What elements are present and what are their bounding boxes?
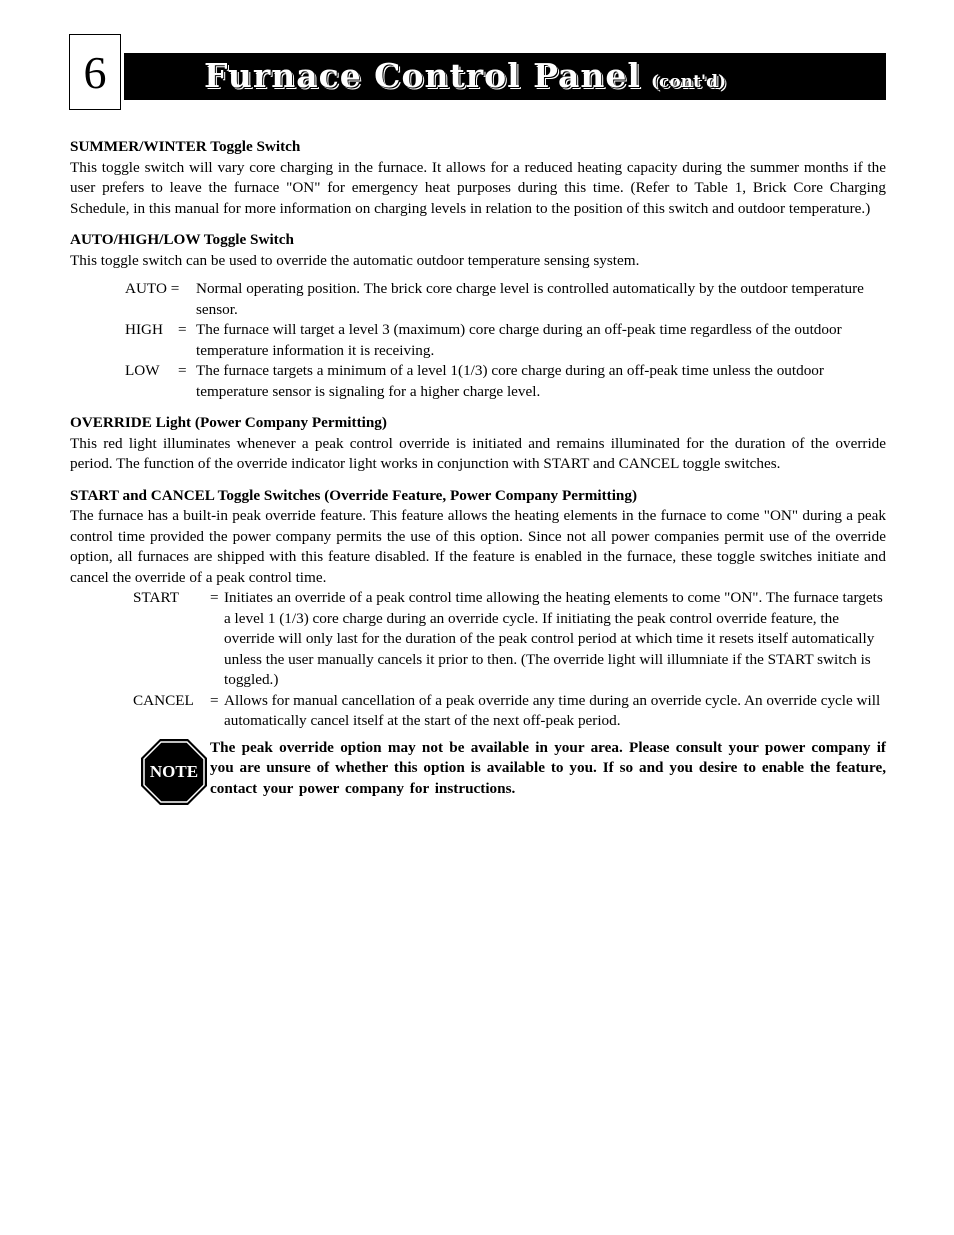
definition-list <box>70 588 886 732</box>
definition-text: Allows for manual cancellation of a peak override any time during an override cycle. An override cycle will automatically cancel itself at the start of the next off-peak period. <box>224 691 881 729</box>
page-number: 6 <box>69 34 121 110</box>
definition-list <box>70 279 886 402</box>
definition-equals: = <box>178 321 187 338</box>
section-heading: AUTO/HIGH/LOW Toggle Switch <box>70 231 294 248</box>
definition-term: LOW <box>125 362 160 379</box>
stop-sign-icon <box>140 738 208 806</box>
definition-equals: = <box>178 362 187 379</box>
document-body <box>70 137 886 806</box>
section-heading: SUMMER/WINTER Toggle Switch <box>70 138 301 155</box>
definition-cancel <box>133 691 886 732</box>
definition-term: START <box>133 589 179 606</box>
definition-equals: = <box>210 589 219 606</box>
section-body: This toggle switch can be used to override the automatic outdoor temperature sensing system. <box>70 251 640 269</box>
note-text: The peak override option may not be available in your area. Please consult your power company if you are unsure of whether this option is available to you. If so and you desire to enable the feature, contact your power company for instructions. <box>210 738 886 797</box>
section-override-light <box>70 413 886 475</box>
section-heading: START and CANCEL Toggle Switches (Override Feature, Power Company Permitting) <box>70 486 638 504</box>
note-icon-label: NOTE <box>149 761 199 781</box>
definition-term: AUTO = <box>125 280 180 297</box>
definition-term: CANCEL <box>133 691 194 709</box>
section-body: This red light illuminates whenever a peak control override is initiated and remains illuminated for the duration of the override period. The function of the override indicator light works in conjunction with START and CANCEL toggle switches. <box>70 434 886 472</box>
page-title <box>204 56 726 102</box>
definition-text: Initiates an override of a peak control time allowing the heating elements to come "ON". The furnace targets a level 1 (1/3) core charge during an override cycle. If initiating the peak control override feature, the override will only last for the duration of the peak control period at which time it resets itself automatically unless the user manually cancels it prior to then. (The override light will illumniate if the START switch is toggled.) <box>224 589 883 688</box>
definition-text: The furnace will target a level 3 (maximum) core charge during an off-peak time regardless of the outdoor temperature information it is receiving. <box>196 321 842 359</box>
definition-low <box>125 361 886 402</box>
definition-high <box>125 320 886 361</box>
section-auto-high-low <box>70 230 886 402</box>
definition-auto <box>125 279 886 320</box>
section-body: This toggle switch will vary core charging in the furnace. It allows for a reduced heating capacity during the summer months if the user prefers to leave the furnace "ON" for emergency heat purposes during this time. (Refer to Table 1, Brick Core Charging Schedule, in this manual for more information on charging levels in relation to the position of this switch and outdoor temperature.) <box>70 158 886 217</box>
note-callout <box>140 738 886 806</box>
section-body: The furnace has a built-in peak override feature. This feature allows the heating elements in the furnace to come "ON" during a peak control time provided the power company permits the use of this option. Since not all power companies permit use of the override option, all furnaces are shipped with this feature disabled. If the feature is enabled in the furnace, these toggle switches initiate and cancel the override of a peak control time. <box>70 507 886 586</box>
definition-text: The furnace targets a minimum of a level 1(1/3) core charge during an off-peak time unless the outdoor temperature sensor is signaling for a higher charge level. <box>196 362 824 400</box>
section-start-cancel <box>70 486 886 732</box>
section-heading: OVERRIDE Light (Power Company Permitting) <box>70 414 387 431</box>
page-title-main: Furnace Control Panel <box>204 56 641 95</box>
definition-text: Normal operating position. The brick core charge level is controlled automatically by the outdoor temperature sensor. <box>196 280 864 318</box>
page-title-suffix: (cont'd) <box>650 72 727 92</box>
definition-equals: = <box>210 691 219 709</box>
section-summer-winter <box>70 137 886 219</box>
definition-term: HIGH <box>125 321 163 338</box>
title-banner <box>124 53 886 100</box>
definition-start <box>133 588 886 691</box>
